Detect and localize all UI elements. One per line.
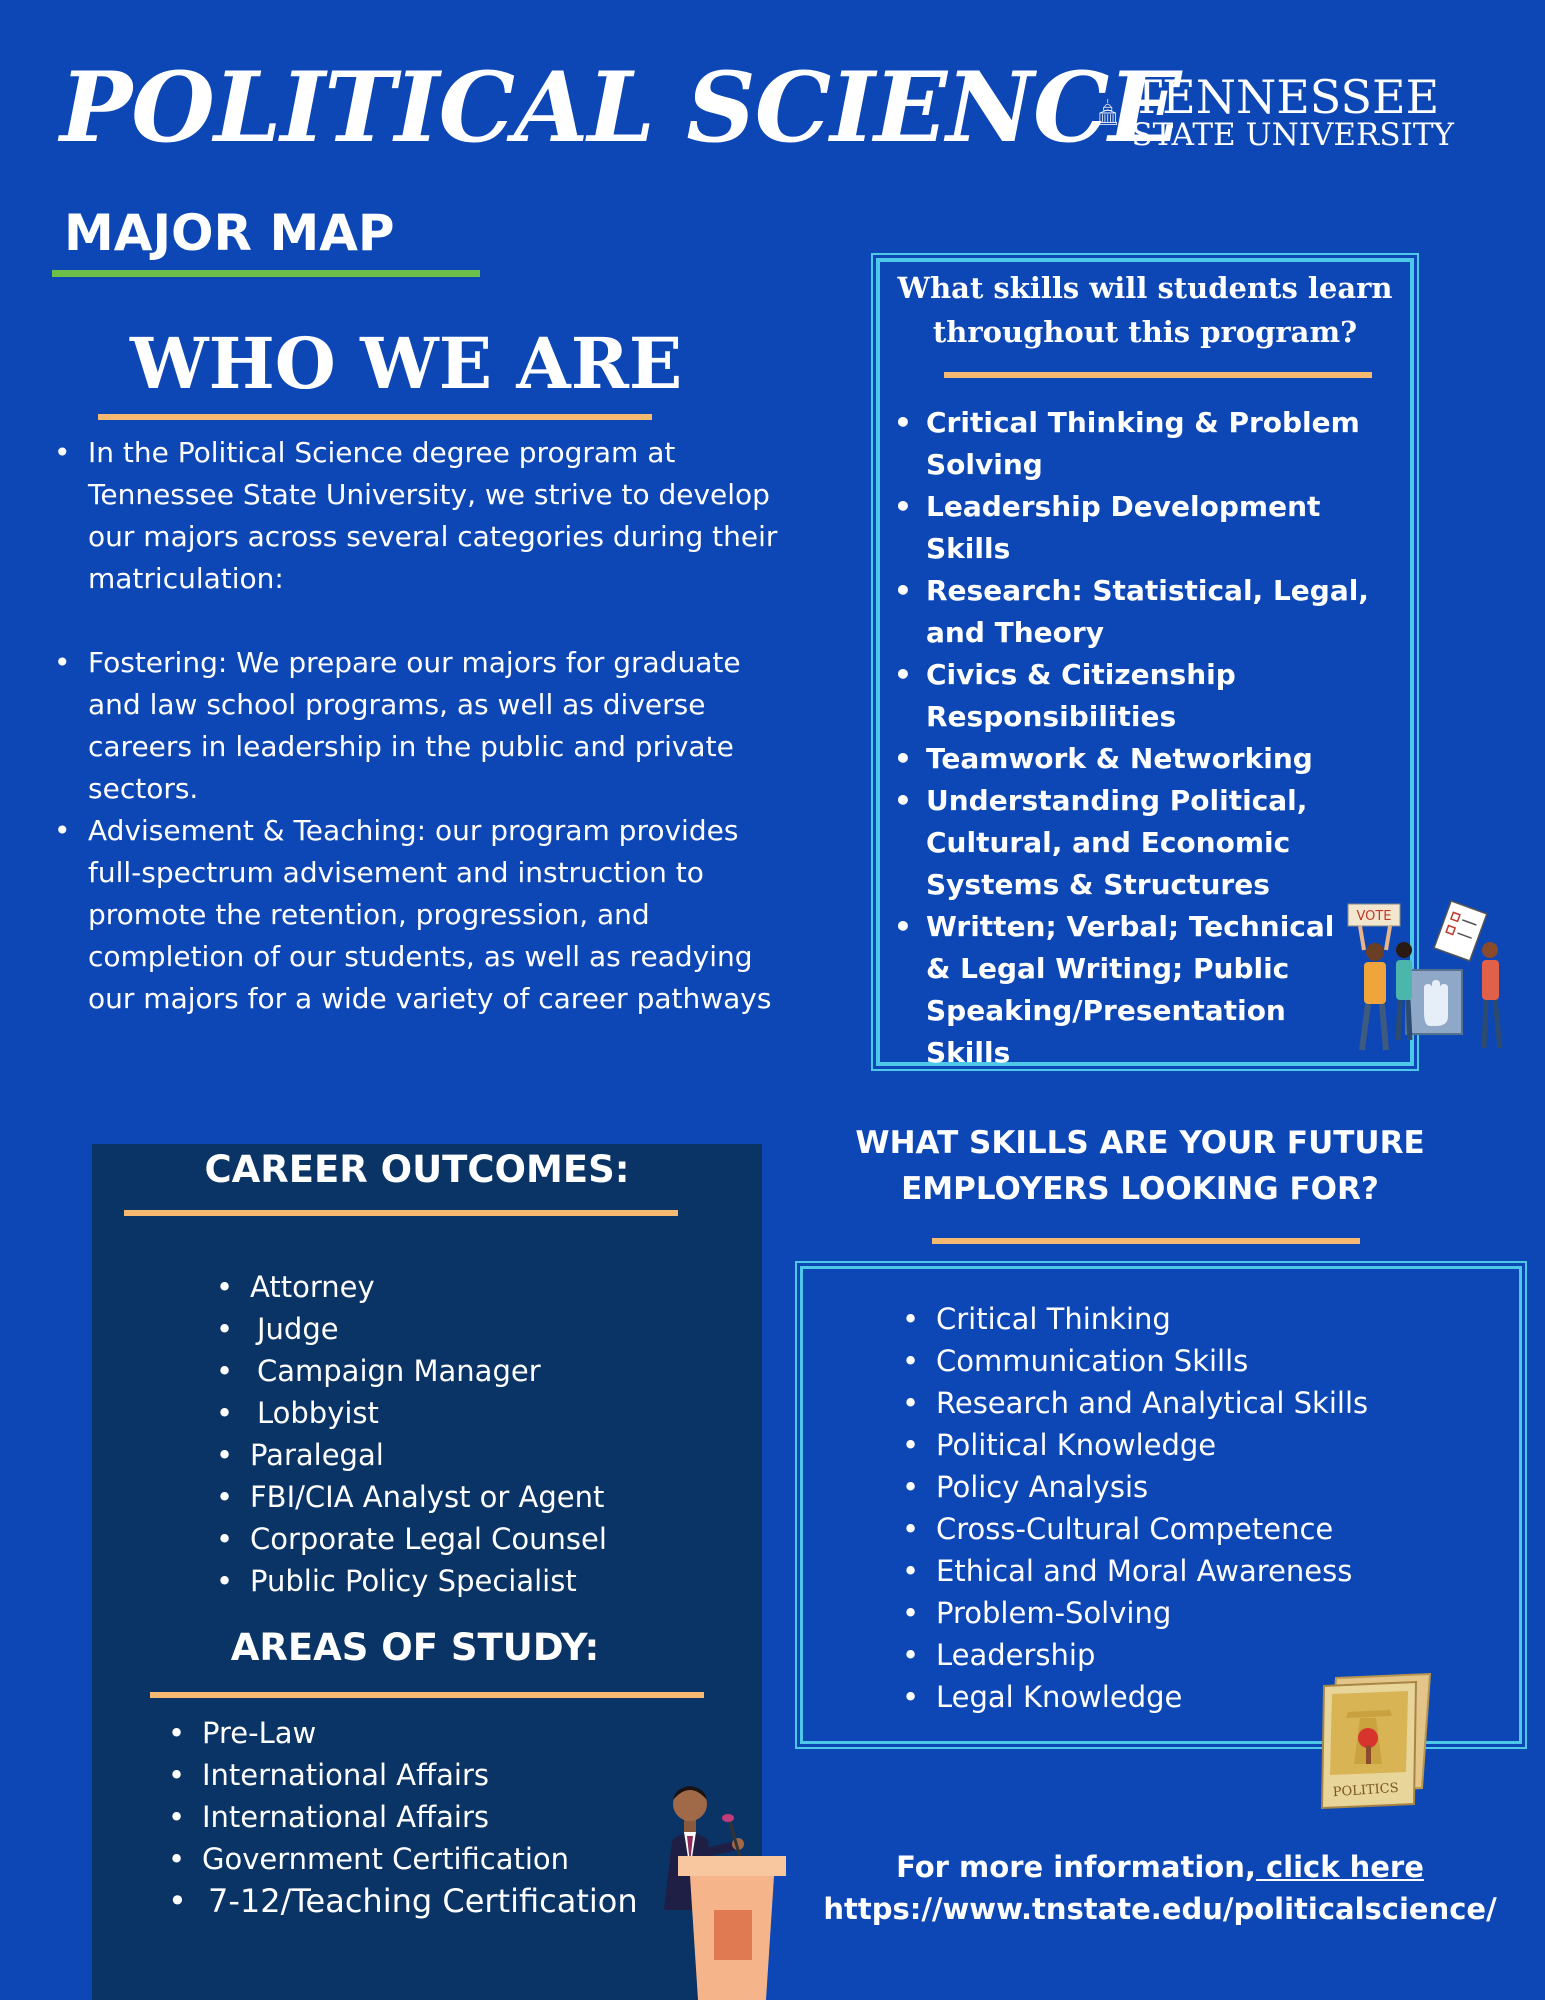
list-item: • Legal Knowledge	[936, 1676, 1368, 1718]
voting-people-illustration	[1340, 900, 1525, 1060]
areas-of-study-list	[202, 1712, 638, 1922]
program-skills-heading: What skills will students learn throughout this program?	[897, 271, 1393, 349]
list-item: • Policy Analysis	[936, 1466, 1368, 1508]
list-item: • Critical Thinking	[936, 1298, 1368, 1340]
list-item: • Pre-Law	[202, 1712, 638, 1754]
list-item: • Teamwork & Networking	[926, 738, 1410, 780]
who-we-are-list	[88, 432, 788, 1020]
orange-divider	[98, 414, 652, 420]
career-outcomes-heading: CAREER OUTCOMES:	[204, 1148, 630, 1191]
list-item: • Leadership Development Skills	[926, 486, 1410, 570]
footer-info-text: For more information,	[896, 1850, 1256, 1884]
list-item: • Critical Thinking & Problem Solving	[926, 402, 1410, 486]
vote-sign-text: VOTE	[1356, 909, 1392, 924]
career-outcomes-list	[250, 1266, 607, 1602]
click-here-link[interactable]: click here	[1255, 1850, 1424, 1884]
list-item: • Cross-Cultural Competence	[936, 1508, 1368, 1550]
who-we-are-heading: WHO WE ARE	[130, 322, 683, 405]
page-title: POLITICAL SCIENCE	[60, 51, 1181, 164]
employer-skills-heading-line2: EMPLOYERS LOOKING FOR?	[901, 1171, 1379, 1207]
list-item: • In the Political Science degree program at Tennessee State University, we strive to develop our majors across several categories during their matriculation:	[88, 432, 788, 600]
list-item: • Leadership	[936, 1634, 1368, 1676]
list-item: • Fostering: We prepare our majors for graduate and law school programs, as well as diverse careers in leadership in the public and private sectors.	[88, 642, 788, 810]
footer	[800, 1846, 1520, 1930]
list-item: • Understanding Political, Cultural, and Economic Systems & Structures	[926, 780, 1410, 906]
employer-skills-heading	[830, 1120, 1450, 1212]
list-item: • Political Knowledge	[936, 1424, 1368, 1466]
list-item: • Public Policy Specialist	[250, 1560, 607, 1602]
list-item: • Paralegal	[250, 1434, 607, 1476]
areas-of-study-heading: AREAS OF STUDY:	[230, 1626, 600, 1669]
orange-divider	[944, 372, 1372, 378]
orange-divider	[932, 1238, 1360, 1244]
list-item: • Advisement & Teaching: our program provides full-spectrum advisement and instruction to promote the retention, progression, and completion of our students, as well as readying our majors for a wide variety of career pathways	[88, 810, 788, 1020]
major-map-subtitle: MAJOR MAP	[64, 204, 395, 262]
list-item: • International Affairs	[202, 1754, 638, 1796]
list-item: • International Affairs	[202, 1796, 638, 1838]
footer-url[interactable]: https://www.tnstate.edu/politicalscience/	[823, 1892, 1497, 1926]
program-skills-list	[926, 402, 1410, 1074]
list-item: • Judge	[250, 1308, 607, 1350]
list-item: • Government Certification	[202, 1838, 638, 1880]
politics-book-illustration	[1318, 1672, 1438, 1812]
logo-text-line2: STATE UNIVERSITY	[1131, 116, 1454, 153]
politics-book-text: POLITICS	[1332, 1780, 1400, 1801]
logo-text-line1: TENNESSEE	[1131, 69, 1440, 124]
list-item: • Research and Analytical Skills	[936, 1382, 1368, 1424]
list-item: • Ethical and Moral Awareness	[936, 1550, 1368, 1592]
green-divider	[52, 270, 480, 277]
list-item: • Communication Skills	[936, 1340, 1368, 1382]
speaker-podium-illustration	[650, 1760, 800, 2000]
footer-info-line	[800, 1846, 1520, 1888]
list-item: • Research: Statistical, Legal, and Theory	[926, 570, 1410, 654]
employer-skills-list	[936, 1298, 1368, 1718]
orange-divider	[150, 1692, 704, 1698]
employer-skills-heading-line1: WHAT SKILLS ARE YOUR FUTURE	[855, 1125, 1425, 1161]
list-item: • Civics & Citizenship Responsibilities	[926, 654, 1410, 738]
list-item: • Campaign Manager	[250, 1350, 607, 1392]
list-item: • Problem-Solving	[936, 1592, 1368, 1634]
building-icon	[1098, 69, 1117, 155]
list-item: • Attorney	[250, 1266, 607, 1308]
list-item: • Corporate Legal Counsel	[250, 1518, 607, 1560]
list-item: • 7-12/Teaching Certification	[202, 1880, 638, 1922]
list-item: • FBI/CIA Analyst or Agent	[250, 1476, 607, 1518]
university-logo	[1098, 66, 1454, 158]
list-item: • Written; Verbal; Technical & Legal Writing; Public Speaking/Presentation Skills	[926, 906, 1366, 1074]
list-item: • Lobbyist	[250, 1392, 607, 1434]
orange-divider	[124, 1210, 678, 1216]
